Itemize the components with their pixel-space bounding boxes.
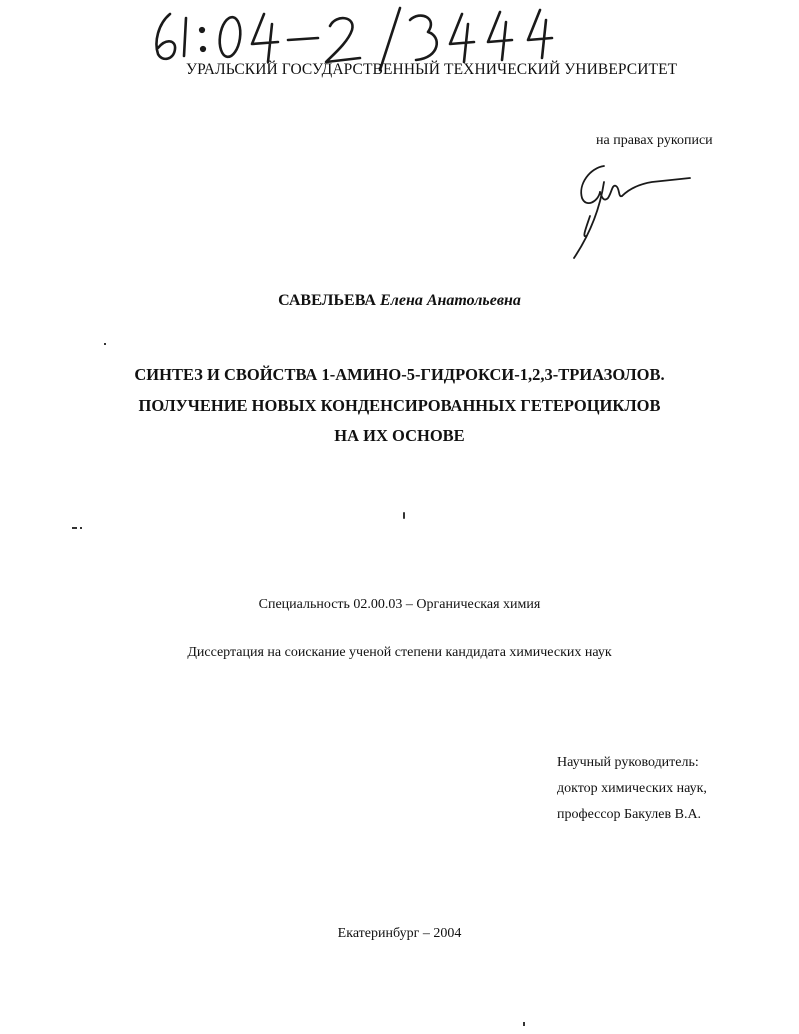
scan-speck xyxy=(523,1022,525,1026)
university-name: УРАЛЬСКИЙ ГОСУДАРСТВЕННЫЙ ТЕХНИЧЕСКИЙ УНИВЕРСИТЕТ xyxy=(186,61,678,78)
supervisor-degree: доктор химических наук, xyxy=(557,781,707,796)
author-surname: САВЕЛЬЕВА xyxy=(278,292,376,309)
dissertation-title-line-3: НА ИХ ОСНОВЕ xyxy=(334,426,465,445)
manuscript-rights-note: на правах рукописи xyxy=(596,133,713,148)
scan-speck xyxy=(80,527,82,529)
supervisor-label: Научный руководитель: xyxy=(557,755,699,770)
city-year: Екатеринбург – 2004 xyxy=(337,926,462,941)
author-name xyxy=(0,292,799,310)
author-given-names: Елена Анатольевна xyxy=(379,292,521,309)
dissertation-title-line-1: СИНТЕЗ И СВОЙСТВА 1-АМИНО-5-ГИДРОКСИ-1,2,3-ТРИАЗОЛОВ. xyxy=(134,365,665,384)
scan-speck xyxy=(403,512,405,519)
scan-speck xyxy=(72,527,77,529)
signature xyxy=(560,158,700,263)
supervisor-block xyxy=(557,750,707,828)
scan-speck xyxy=(104,343,106,345)
handwritten-code-text: 61:04-2/3444 xyxy=(148,4,154,5)
specialty: Специальность 02.00.03 – Органическая химия xyxy=(258,597,541,612)
dissertation-title-line-2: ПОЛУЧЕНИЕ НОВЫХ КОНДЕНСИРОВАННЫХ ГЕТЕРОЦИКЛОВ xyxy=(138,396,661,415)
supervisor-name: профессор Бакулев В.А. xyxy=(557,807,702,822)
dissertation-type: Диссертация на соискание ученой степени кандидата химических наук xyxy=(187,645,612,660)
